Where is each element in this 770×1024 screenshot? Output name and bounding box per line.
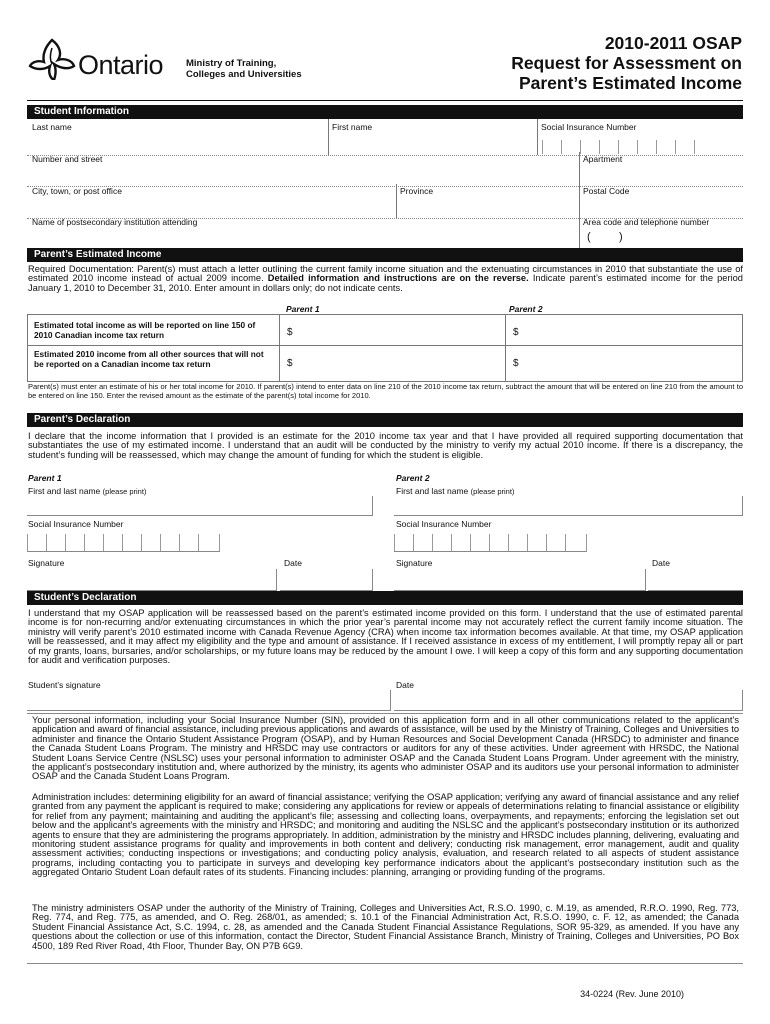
student-declaration-bar: Student’s Declaration — [27, 591, 743, 605]
institution-label: Name of postsecondary institution attending — [32, 217, 198, 227]
student-date-field[interactable] — [394, 690, 743, 711]
parent1-name-field[interactable] — [27, 496, 373, 516]
apartment-field[interactable] — [583, 166, 741, 184]
student-signature-field[interactable] — [27, 690, 391, 711]
parent2-name-label: First and last name (please print) — [396, 486, 515, 496]
province-field[interactable] — [400, 198, 576, 216]
parent-income-bar: Parent’s Estimated Income — [27, 248, 743, 262]
privacy-paragraph-1: Your personal information, including your Social Insurance Number (SIN), provided on this application form and in all other communications related to the applicant’s application and award of financial assistance, including previous applications and awards of assistance, will be used by the Ministry of Training, Colleges and Universities to administer and finance the Ontario Student Assistance Program (OSAP), and by Human Resources and Social Development Canada (HRSDC) to administer and finance the Canada Student Loans Program. The ministry and HRSDC may use contractors or auditors for any of these activities. Under agreement with HRSDC, the National Student Loans Service Centre (NSLSC) uses your personal information to administer OSAP and the Canada Student Loans Program. Under agreement with the ministry, the applicant’s postsecondary institution and, where authorized by the ministry, its agents who administer OSAP and its auditors use your personal information to administer OSAP and the Canada Student Loans Program. — [32, 715, 739, 782]
parent2-name-field[interactable] — [394, 496, 743, 516]
income-row1-label: Estimated total income as will be reported on line 150 of 2010 Canadian income tax return — [34, 320, 256, 340]
parent1-signature-field[interactable] — [27, 569, 277, 591]
parent-income-instructions: Required Documentation: Parent(s) must attach a letter outlining the current family income situation and the extenuating circumstances in 2010 that substantiate the use of estimated 2010 income instead of actual 2009 income. Detailed information and instructions are on the reverse. Indicate parent’s estimated income for the period January 1, 2010 to December 31, 2010. Enter amount in dollars only; do not indicate cents. — [28, 264, 743, 293]
street-label: Number and street — [32, 154, 103, 164]
row2-parent1-dollar: $ — [287, 358, 293, 369]
parent-declaration-text: I declare that the income information that I provided is an estimate for the 2010 income tax year and that I have provided all required supporting documentation that substantiates the use of my estimated income. I understand that an audit will be conducted by the ministry to verify my actual 2010 income. If there is a discrepancy, the student’s funding will be reassessed, which may change the amount of funding for which the student is eligible. — [28, 431, 743, 460]
privacy-paragraph-2: Administration includes: determining eligibility for an award of financial assistance; verifying the OSAP application; verifying any award of financial assistance and any relief granted from any payment the applicant is required to make; considering any applications for review or appeals of determinations relating to financial assistance or eligibility for relief from any payment; maintaining and auditing the applicant’s file; assessing and collecting loans, overpayments, and repayments; enforcing the legislation set out below and the applicant’s agreements with the ministry and HRSDC; and monitoring and auditing the NSLSC and the applicant’s postsecondary institution or its authorized agents to ensure that they are administering the programs appropriately. In addition, administration by the ministry and HRSDC includes planning, delivering, evaluating and monitoring student assistance programs for quality and improvements in both content and delivery; conducting risk management, error management, audit and quality assessment activities; conducting inspections or investigations; and conducting policy analysis, evaluation, and research related to all aspects of student assistance programs, including contacting you to participate in surveys and developing key performance indicators about the applicant’s postsecondary institution such as the aggregated Ontario Student Loan default rates of its students. Financing includes: planning, arranging or providing funding of the programs. — [32, 792, 739, 878]
row1-parent2-dollar: $ — [513, 327, 519, 338]
last-name-label: Last name — [32, 122, 72, 132]
apartment-label: Apartment — [583, 154, 623, 164]
header-rule — [27, 100, 743, 101]
phone-label: Area code and telephone number — [583, 217, 710, 227]
row2-parent2-amount-field[interactable] — [522, 349, 740, 379]
row1-parent1-dollar: $ — [287, 327, 293, 338]
ontario-wordmark: Ontario — [78, 50, 164, 80]
student-sin-field[interactable] — [542, 140, 742, 154]
parent1-date-label: Date — [284, 558, 302, 568]
income-note: Parent(s) must enter an estimate of his or her total income for 2010. If parent(s) intend to enter data on line 210 of the 2010 income tax return, subtract the amount that will be entered on line 210 from the amount to be entered on line 150. Enter the revised amount as the estimate of the parent(s) total income for 2010. — [28, 382, 743, 400]
parent2-signature-label: Signature — [396, 558, 433, 568]
province-label: Province — [400, 186, 434, 196]
row1-parent1-amount-field[interactable] — [296, 318, 501, 342]
parent-declaration-bar: Parent’s Declaration — [27, 413, 743, 427]
ontario-trillium-logo-icon — [28, 36, 76, 80]
privacy-paragraph-3: The ministry administers OSAP under the authority of the Ministry of Training, Colleges and Universities Act, R.S.O. 1990, c. M.19, as amended, R.R.O. 1990, Reg. 773, Reg. 774, and Reg. 775, as amended, and O. Reg. 268/01, as amended; s. 10.1 of the Financial Administration Act, R.S.O. 1990, c. F. 12, as amended; the Canada Student Financial Assistance Act, S.C. 1994, c. 28, as amended and the Canada Student Financial Assistance Regulations, SOR 95-329, as amended. If you have any questions about the collection or use of this information, contact the Director, Student Financial Assistance Branch, Ministry of Training, Colleges and Universities, PO Box 4500, 189 Red River Road, 4th Floor, Thunder Bay, ON P7B 6G9. — [32, 903, 739, 951]
form-title: 2010-2011 OSAP Request for Assessment on Parent’s Estimated Income — [511, 33, 742, 93]
parent2-date-label: Date — [652, 558, 670, 568]
city-field[interactable] — [30, 198, 394, 216]
student-date-label: Date — [396, 680, 414, 690]
phone-field[interactable]: ( ) — [587, 231, 623, 243]
parent2-sin-label: Social Insurance Number — [396, 519, 492, 529]
student-declaration-text: I understand that my OSAP application will be reassessed based on the parent’s estimated income provided on this form. I understand that the use of estimated parental income is for non-recurring and/or extenuating circumstances in which the prior year’s parental income may not accurately reflect the current family income situation. The ministry will verify parent’s 2010 estimated income with Canada Revenue Agency (CRA) when income tax information becomes available. At that time, my OSAP application will be reassessed, and it may affect my eligibility and the type and amount of assistance. If I received assistance in excess of my entitlement, I will promptly repay all or part of my grants, loans, bursaries, and/or scholarships, or my future loans may be reduced by the amount I owe. I will keep a copy of this form and any supporting documentation for audit and verification purposes. — [28, 608, 743, 666]
form-code: 34-0224 (Rev. June 2010) — [580, 989, 684, 999]
parent1-signature-label: Signature — [28, 558, 65, 568]
income-row2-label: Estimated 2010 income from all other sources that will not be reported on a Canadian income tax return — [34, 349, 264, 369]
student-signature-label: Student’s signature — [28, 680, 101, 690]
parent2-column-header: Parent 2 — [509, 304, 543, 314]
parent1-date-field[interactable] — [280, 569, 373, 591]
parent1-name-label: First and last name (please print) — [28, 486, 147, 496]
last-name-field[interactable] — [30, 134, 326, 152]
parent2-date-field[interactable] — [648, 569, 743, 591]
row1-parent2-amount-field[interactable] — [522, 318, 740, 342]
first-name-label: First name — [332, 122, 373, 132]
student-information-bar: Student Information — [27, 105, 743, 119]
parent1-column-header: Parent 1 — [286, 304, 320, 314]
parent1-sin-field[interactable] — [27, 534, 220, 552]
row2-parent1-amount-field[interactable] — [296, 349, 501, 379]
postal-code-label: Postal Code — [583, 186, 630, 196]
sin-label: Social Insurance Number — [541, 122, 637, 132]
street-field[interactable] — [30, 166, 576, 184]
institution-field[interactable] — [30, 229, 576, 247]
declaration-parent2-header: Parent 2 — [396, 473, 430, 483]
parent2-signature-field[interactable] — [394, 569, 646, 591]
declaration-parent1-header: Parent 1 — [28, 473, 62, 483]
postal-code-field[interactable] — [583, 198, 741, 216]
row2-parent2-dollar: $ — [513, 358, 519, 369]
first-name-field[interactable] — [332, 134, 535, 152]
parent2-sin-field[interactable] — [394, 534, 587, 552]
city-label: City, town, or post office — [32, 186, 122, 196]
ministry-name: Ministry of Training, Colleges and Universities — [186, 58, 302, 80]
parent1-sin-label: Social Insurance Number — [28, 519, 124, 529]
